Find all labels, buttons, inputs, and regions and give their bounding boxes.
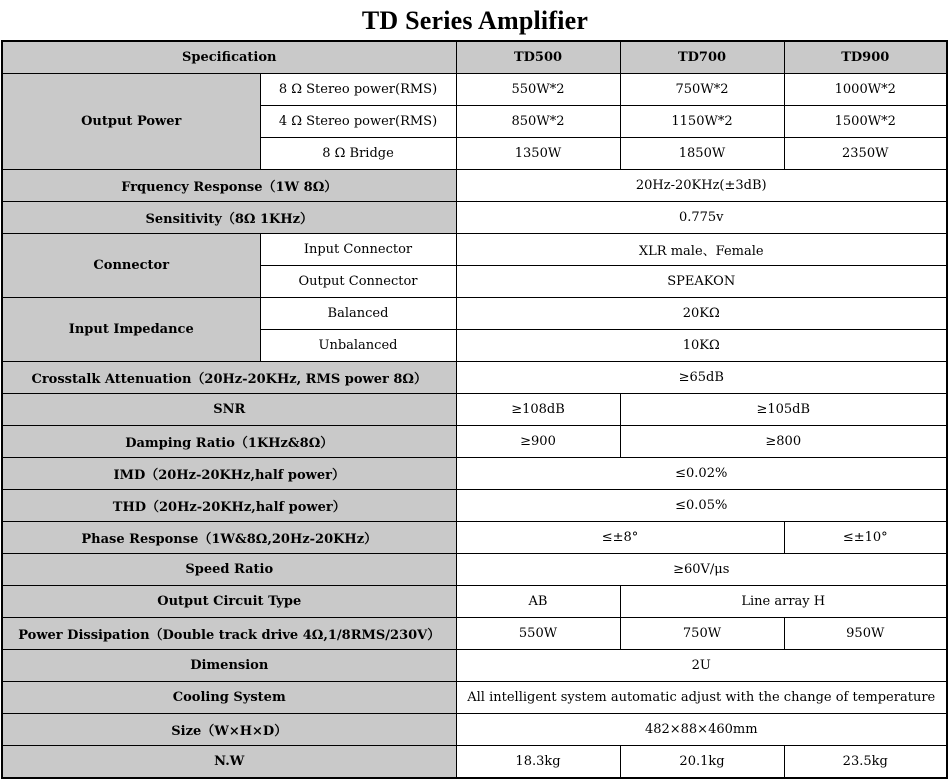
dimension-label: Dimension [2,650,456,682]
table-row [2,170,947,202]
table-cell: ≥900 [456,426,620,458]
table-cell: ≤0.05% [456,490,947,522]
table-cell: All intelligent system automatic adjust with the change of temperature [456,682,947,714]
table-cell: ≥105dB [620,394,947,426]
table-row [2,74,947,106]
page-title: TD Series Amplifier [361,6,589,35]
table-cell: 750W [620,618,784,650]
table-cell: 1000W*2 [784,74,947,106]
table-cell: 2U [456,650,947,682]
table-cell: ≥108dB [456,394,620,426]
power-dissipation-label: Power Dissipation（Double track drive 4Ω,1/8RMS/230V） [2,618,456,650]
table-cell: 1350W [456,138,620,170]
table-row [2,554,947,586]
table-row [2,682,947,714]
net-weight-label: N.W [2,746,456,779]
table-cell: ≥60V/μs [456,554,947,586]
circuit-type-label: Output Circuit Type [2,586,456,618]
table-cell: Line array H [620,586,947,618]
table-row [2,746,947,779]
table-row [2,522,947,554]
frequency-response-label: Frquency Response（1W 8Ω） [2,170,456,202]
header-td700: TD700 [620,41,784,74]
header-specification: Specification [2,41,456,74]
header-td900: TD900 [784,41,947,74]
table-header-row [2,41,947,74]
table-cell: 482×88×460mm [456,714,947,746]
table-cell: XLR male、Female [456,234,947,266]
connector-label: Connector [2,234,260,298]
cooling-system-label: Cooling System [2,682,456,714]
row-sublabel: 8 Ω Stereo power(RMS) [260,74,456,106]
table-cell: 550W*2 [456,74,620,106]
row-sublabel: Balanced [260,298,456,330]
row-sublabel: Output Connector [260,266,456,298]
table-cell: 20Hz-20KHz(±3dB) [456,170,947,202]
table-cell: 550W [456,618,620,650]
table-cell: 1500W*2 [784,106,947,138]
thd-label: THD（20Hz-20KHz,half power） [2,490,456,522]
table-cell: 1150W*2 [620,106,784,138]
spec-table [1,40,948,779]
table-row [2,714,947,746]
table-cell: 950W [784,618,947,650]
crosstalk-label: Crosstalk Attenuation（20Hz-20KHz, RMS power 8Ω） [2,362,456,394]
row-sublabel: Unbalanced [260,330,456,362]
table-cell: ≥800 [620,426,947,458]
table-cell: 2350W [784,138,947,170]
table-row [2,234,947,266]
input-impedance-label: Input Impedance [2,298,260,362]
damping-label: Damping Ratio（1KHz&8Ω） [2,426,456,458]
table-cell: ≤0.02% [456,458,947,490]
row-sublabel: Input Connector [260,234,456,266]
table-cell: 750W*2 [620,74,784,106]
table-cell: 1850W [620,138,784,170]
table-row [2,298,947,330]
table-cell: ≤±8° [456,522,784,554]
speed-ratio-label: Speed Ratio [2,554,456,586]
table-cell: ≥65dB [456,362,947,394]
table-cell: 850W*2 [456,106,620,138]
table-cell: 20.1kg [620,746,784,779]
table-row [2,586,947,618]
table-cell: SPEAKON [456,266,947,298]
table-row [2,362,947,394]
table-row [2,426,947,458]
phase-response-label: Phase Response（1W&8Ω,20Hz-20KHz） [2,522,456,554]
row-sublabel: 4 Ω Stereo power(RMS) [260,106,456,138]
imd-label: IMD（20Hz-20KHz,half power） [2,458,456,490]
table-cell: 18.3kg [456,746,620,779]
table-cell: 20KΩ [456,298,947,330]
output-power-label: Output Power [2,74,260,170]
table-row [2,458,947,490]
table-row [2,202,947,234]
table-cell: AB [456,586,620,618]
table-row [2,394,947,426]
row-sublabel: 8 Ω Bridge [260,138,456,170]
sensitivity-label: Sensitivity（8Ω 1KHz） [2,202,456,234]
size-label: Size（W×H×D） [2,714,456,746]
table-row [2,490,947,522]
table-cell: 23.5kg [784,746,947,779]
table-cell: 10KΩ [456,330,947,362]
table-row [2,650,947,682]
table-cell: 0.775v [456,202,947,234]
snr-label: SNR [2,394,456,426]
table-row [2,618,947,650]
table-cell: ≤±10° [784,522,947,554]
header-td500: TD500 [456,41,620,74]
